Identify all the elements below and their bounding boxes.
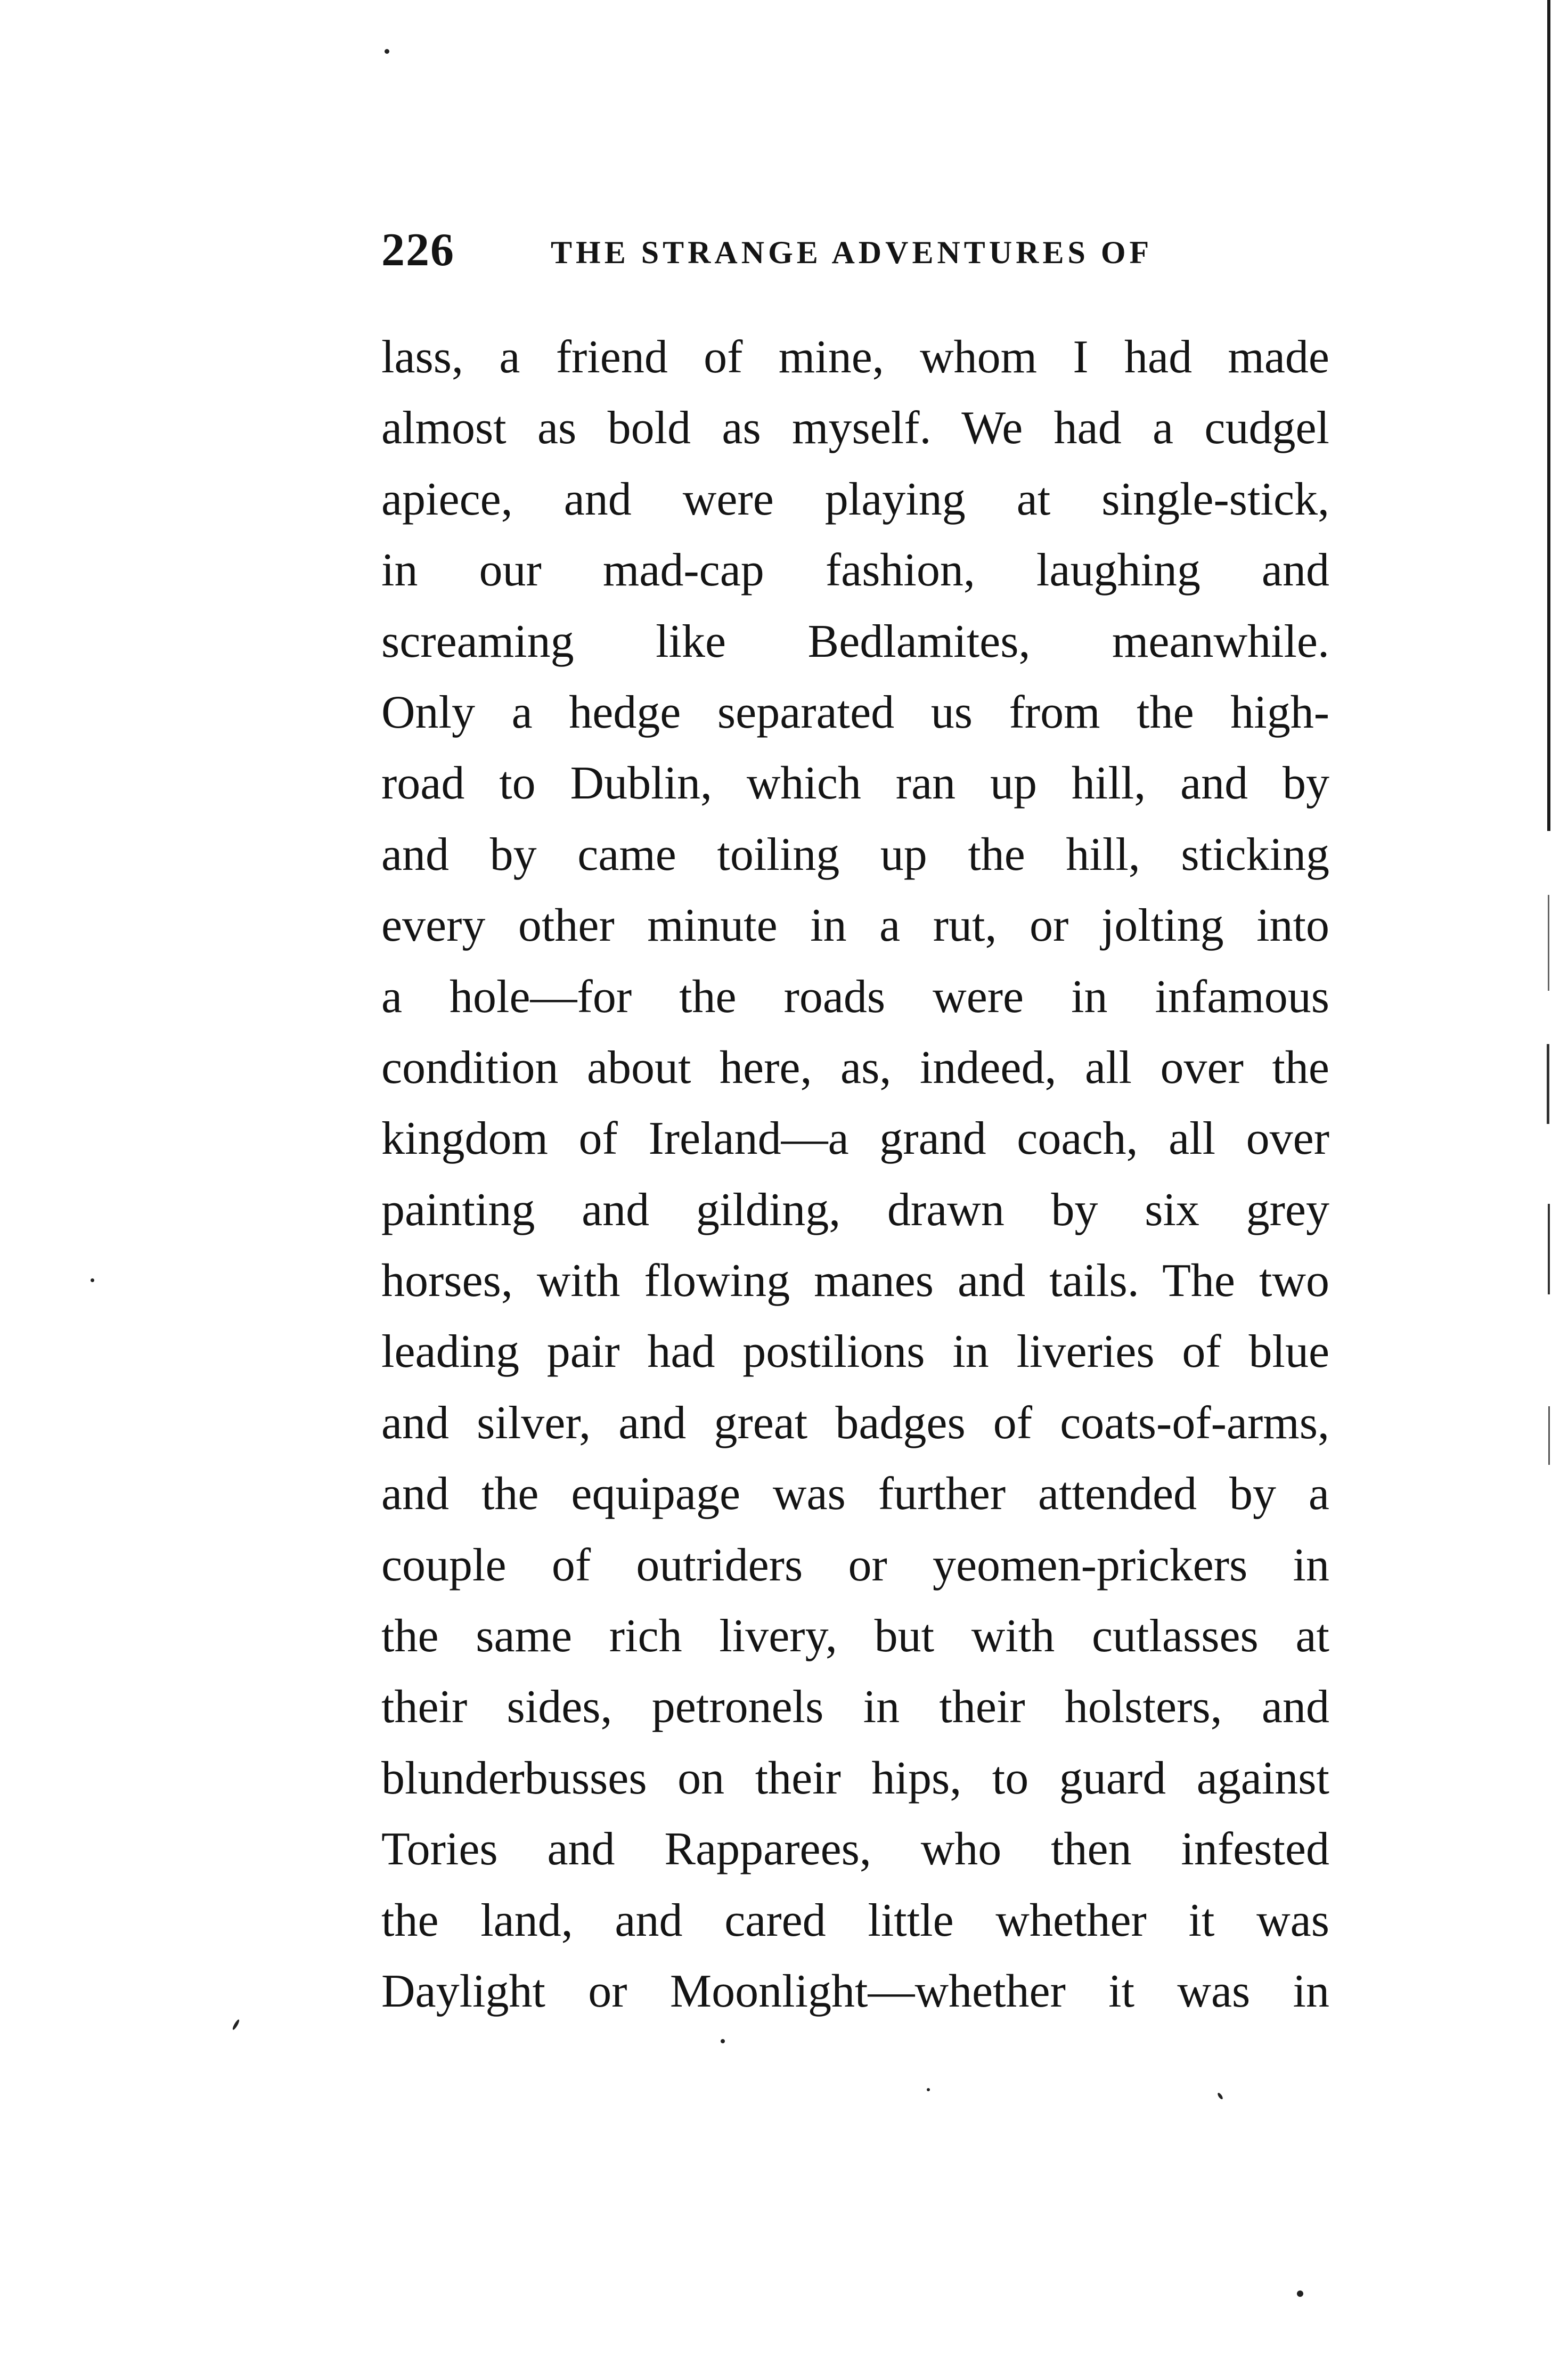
binding-edge <box>1547 0 1550 831</box>
text-line: the same rich livery, but with cutlasses at <box>381 1610 1329 1662</box>
scan-speck <box>1297 2290 1303 2297</box>
text-line: the land, and cared little whether it was <box>381 1894 1329 1946</box>
text-line: almost as bold as myself. We had a cudgel <box>381 402 1329 454</box>
running-head: THE STRANGE ADVENTURES OF <box>551 235 1153 270</box>
page-number: 226 <box>381 224 455 276</box>
text-line: in our mad-cap fashion, laughing and <box>381 544 1329 597</box>
text-line: horses, with flowing manes and tails. The two <box>381 1255 1329 1307</box>
page-header <box>381 224 1340 277</box>
text-line: condition about here, as, indeed, all over the <box>381 1041 1329 1094</box>
text-line: apiece, and were playing at single-stick, <box>381 473 1329 525</box>
scan-speck <box>1217 2092 1224 2100</box>
text-line: Daylight or Moonlight—whether it was in <box>381 1965 1329 2017</box>
text-line: lass, a friend of mine, whom I had made <box>381 331 1329 383</box>
scan-speck <box>721 2039 725 2043</box>
text-line: and silver, and great badges of coats-of-arms, <box>381 1397 1329 1449</box>
scan-speck <box>927 2088 930 2091</box>
text-line: screaming like Bedlamites, meanwhile. <box>381 615 1329 667</box>
text-line: their sides, petronels in their holsters, and <box>381 1681 1329 1733</box>
text-line: and the equipage was further attended by a <box>381 1468 1329 1520</box>
text-line: blunderbusses on their hips, to guard against <box>381 1752 1329 1804</box>
scan-speck <box>91 1278 94 1282</box>
text-line: every other minute in a rut, or jolting into <box>381 900 1329 952</box>
text-line: painting and gilding, drawn by six grey <box>381 1184 1329 1236</box>
binding-edge-fragment <box>1548 895 1549 991</box>
text-line: leading pair had postilions in liveries of blue <box>381 1326 1329 1378</box>
scan-speck <box>232 2019 240 2031</box>
scan-speck <box>385 49 389 54</box>
text-line: a hole—for the roads were in infamous <box>381 971 1329 1023</box>
binding-edge-fragment <box>1547 1044 1549 1124</box>
text-line: Only a hedge separated us from the high- <box>381 686 1329 738</box>
text-line: kingdom of Ireland—a grand coach, all over <box>381 1113 1329 1165</box>
body-text <box>381 322 1329 2027</box>
text-line: couple of outriders or yeomen-prickers in <box>381 1539 1329 1591</box>
text-line: and by came toiling up the hill, sticking <box>381 828 1329 881</box>
text-line: Tories and Rapparees, who then infested <box>381 1823 1329 1876</box>
binding-edge-fragment <box>1548 1406 1550 1465</box>
binding-edge-fragment <box>1548 1204 1550 1294</box>
text-line: road to Dublin, which ran up hill, and by <box>381 757 1329 810</box>
